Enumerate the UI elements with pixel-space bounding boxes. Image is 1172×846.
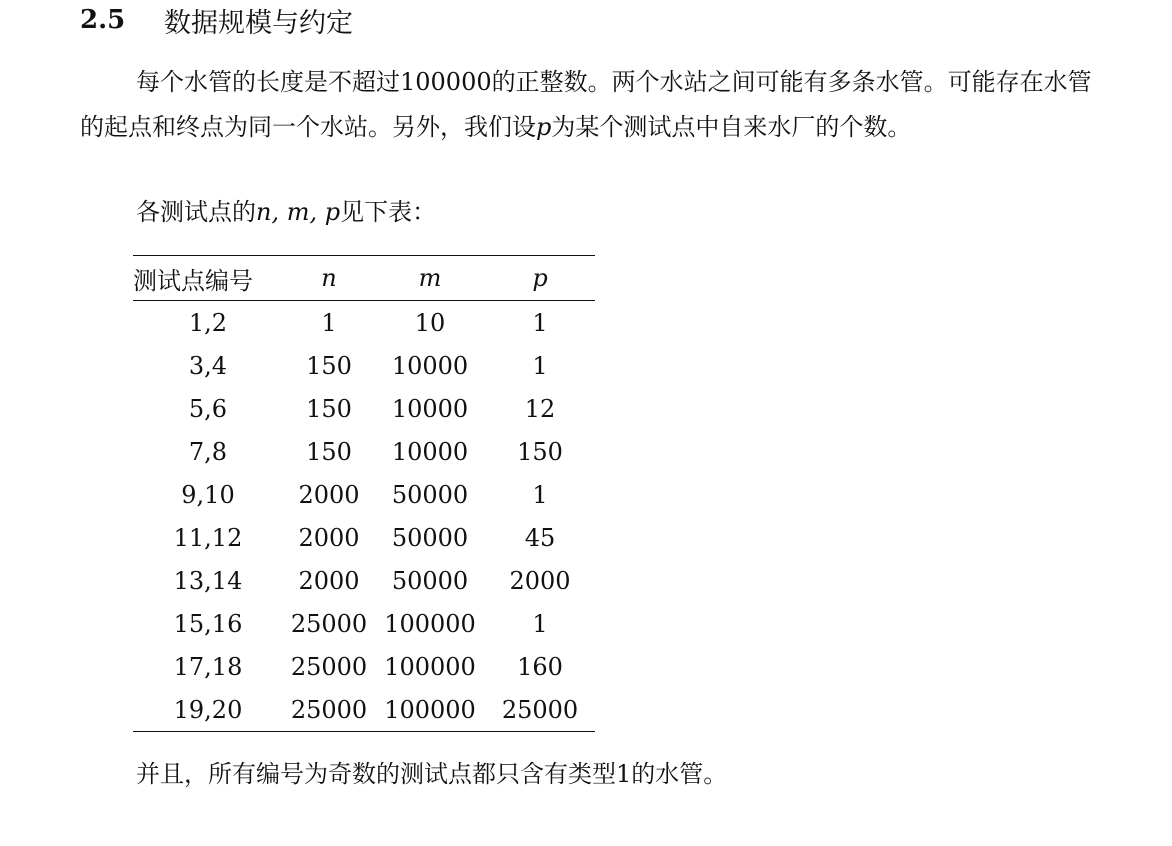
constraints-paragraph [80, 60, 1112, 150]
cell-n: 25000 [290, 652, 368, 681]
table-row [133, 559, 595, 602]
test-data-table [133, 255, 595, 732]
cell-n: 150 [306, 394, 352, 423]
cell-m: 10000 [391, 351, 469, 380]
table-row [133, 301, 595, 345]
cell-m: 10000 [391, 437, 469, 466]
cell-m: 100000 [384, 652, 476, 681]
cell-p: 160 [517, 652, 563, 681]
table-intro-vars: n, m, p [256, 198, 341, 226]
cell-p: 12 [524, 394, 556, 423]
cell-p: 1 [532, 308, 548, 337]
cell-test-id: 3,4 [188, 351, 228, 380]
cell-test-id: 19,20 [173, 695, 243, 724]
table-row [133, 645, 595, 688]
cell-p: 1 [532, 351, 548, 380]
cell-test-id: 5,6 [188, 394, 228, 423]
header-n: n [321, 264, 337, 292]
table-row [133, 602, 595, 645]
section-number: 2.5 [80, 5, 126, 35]
cell-test-id: 7,8 [188, 437, 228, 466]
odd-tests-note: 并且，所有编号为奇数的测试点都只含有类型1的水管。 [136, 760, 728, 788]
section-title: 数据规模与约定 [164, 7, 353, 39]
cell-p: 1 [532, 480, 548, 509]
cell-p: 45 [524, 523, 556, 552]
cell-p: 150 [517, 437, 563, 466]
table-intro-part2: 见下表： [340, 198, 437, 226]
table-row [133, 688, 595, 732]
cell-m: 50000 [391, 523, 469, 552]
cell-m: 100000 [384, 695, 476, 724]
cell-p: 25000 [501, 695, 579, 724]
cell-test-id: 11,12 [173, 523, 243, 552]
cell-n: 2000 [298, 566, 360, 595]
table-row [133, 516, 595, 559]
table-intro-paragraph [136, 190, 1116, 235]
cell-n: 1 [321, 308, 337, 337]
cell-test-id: 9,10 [181, 480, 235, 509]
constraints-text-part2: 为某个测试点中自来水厂的个数。 [551, 113, 912, 141]
var-p: p [536, 113, 552, 141]
header-p: p [532, 264, 548, 292]
cell-test-id: 1,2 [188, 308, 228, 337]
table-row [133, 344, 595, 387]
cell-n: 2000 [298, 523, 360, 552]
cell-test-id: 15,16 [173, 609, 243, 638]
cell-test-id: 17,18 [173, 652, 243, 681]
table-row [133, 430, 595, 473]
table-header-row [133, 256, 595, 301]
table-intro-part1: 各测试点的 [136, 198, 256, 226]
cell-n: 25000 [290, 609, 368, 638]
table-row [133, 387, 595, 430]
cell-n: 150 [306, 351, 352, 380]
cell-p: 1 [532, 609, 548, 638]
cell-n: 2000 [298, 480, 360, 509]
cell-p: 2000 [509, 566, 571, 595]
table-body [133, 301, 595, 732]
cell-n: 150 [306, 437, 352, 466]
cell-m: 10000 [391, 394, 469, 423]
cell-test-id: 13,14 [173, 566, 243, 595]
section-heading [80, 0, 353, 40]
constraints-text-part1: 每个水管的长度是不超过100000的正整数。两个水站之间可能有多条水管。可能存在水管的起点和终点为同一个水站。另外，我们设 [80, 68, 1092, 141]
cell-m: 10 [414, 308, 446, 337]
cell-n: 25000 [290, 695, 368, 724]
cell-m: 50000 [391, 480, 469, 509]
cell-m: 50000 [391, 566, 469, 595]
header-test-id: 测试点编号 [133, 266, 253, 295]
cell-m: 100000 [384, 609, 476, 638]
header-m: m [418, 264, 442, 292]
table-row [133, 473, 595, 516]
